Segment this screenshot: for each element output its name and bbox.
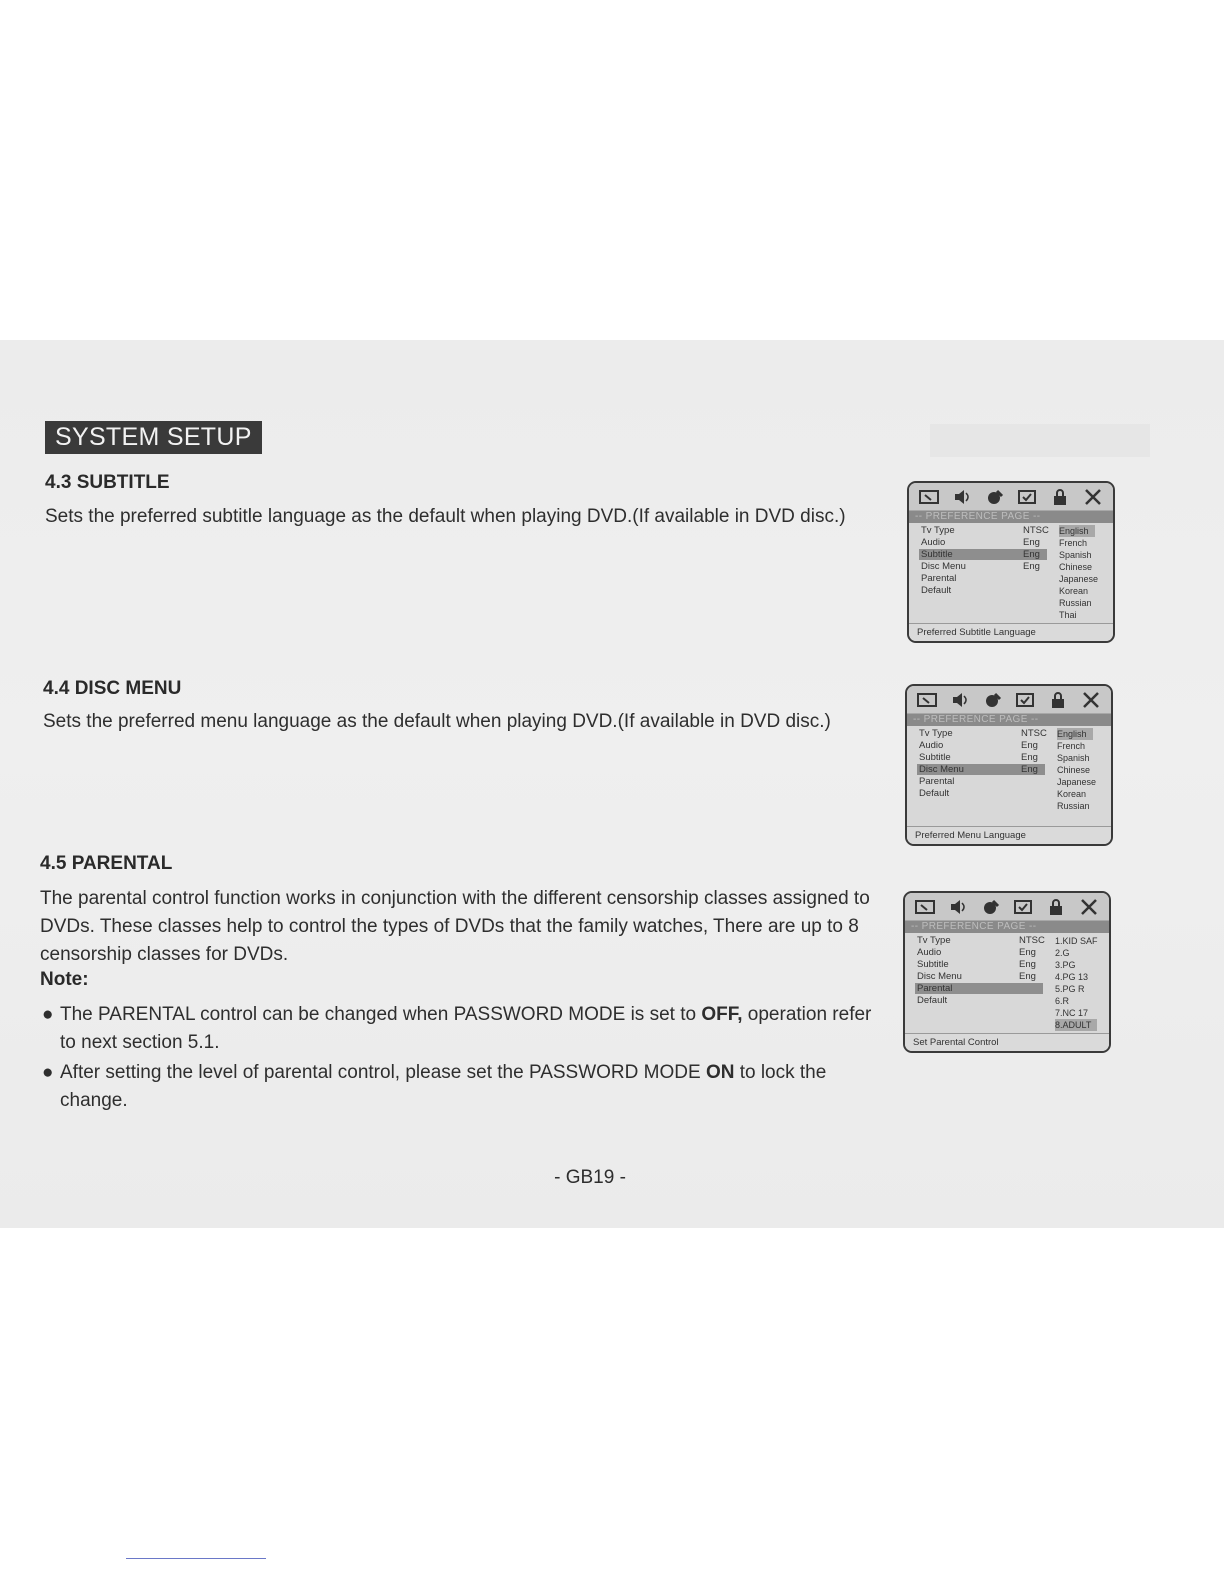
osd-row-label: Audio — [921, 537, 946, 548]
osd-page-title: -- PREFERENCE PAGE -- — [907, 714, 1111, 726]
osd-menu-row — [907, 728, 1047, 740]
osd-menu-row — [905, 959, 1045, 971]
osd-status-line: Preferred Menu Language — [907, 826, 1111, 844]
osd-icon-bar — [905, 893, 1109, 921]
osd-option-item: Korean — [1059, 586, 1089, 596]
osd-menu-row — [909, 561, 1049, 573]
subtitle-section-body: Sets the preferred subtitle language as the default when playing DVD.(If available in DVD disc.) — [45, 506, 846, 527]
osd-row-label: Default — [917, 995, 948, 1006]
osd-page-title: -- PREFERENCE PAGE -- — [909, 511, 1113, 523]
lock-icon — [1050, 489, 1070, 505]
osd-option-item: Japanese — [1059, 574, 1099, 584]
osd-row-label: Tv Type — [919, 728, 953, 739]
osd-option-item: Spanish — [1059, 550, 1092, 560]
note-label: Note: — [40, 969, 89, 990]
osd-row-label: Disc Menu — [917, 971, 962, 982]
osd-option-item: Russian — [1059, 598, 1092, 608]
monitor-icon — [915, 899, 935, 915]
osd-option-item: Russian — [1057, 801, 1090, 811]
lock-icon — [1046, 899, 1066, 915]
osd-row-label: Audio — [917, 947, 942, 958]
bullet-dot-icon: ● — [42, 1004, 54, 1025]
osd-disc-menu-screen — [905, 684, 1113, 846]
lock-icon — [1048, 692, 1068, 708]
monitor-icon — [917, 692, 937, 708]
osd-row-label: Disc Menu — [921, 561, 966, 572]
parental-section-title: 4.5 PARENTAL — [40, 853, 173, 874]
osd-row-value: Eng — [1021, 752, 1038, 763]
osd-icon-bar — [909, 483, 1113, 511]
bullet-dot-icon: ● — [42, 1062, 54, 1083]
osd-option-item: Japanese — [1057, 777, 1097, 787]
osd-menu-row — [909, 585, 1049, 597]
osd-row-label: Tv Type — [917, 935, 951, 946]
osd-row-label: Parental — [917, 983, 953, 994]
osd-option-item: 1.KID SAF — [1055, 936, 1098, 946]
osd-option-item: 3.PG — [1055, 960, 1076, 970]
speaker-icon — [948, 899, 968, 915]
osd-icon-bar — [907, 686, 1111, 714]
osd-row-label: Subtitle — [919, 752, 951, 763]
osd-row-label: Tv Type — [921, 525, 955, 536]
osd-status-line: Set Parental Control — [905, 1033, 1109, 1051]
disc-pen-icon — [985, 489, 1005, 505]
osd-option-item: 6.R — [1055, 996, 1070, 1006]
osd-option-item: 2.G — [1055, 948, 1070, 958]
osd-menu-row — [907, 740, 1047, 752]
osd-option-item: Thai — [1059, 610, 1077, 620]
scan-line-mark — [126, 1558, 266, 1559]
disc-pen-icon — [981, 899, 1001, 915]
osd-row-label: Parental — [919, 776, 955, 787]
osd-menu-row — [905, 983, 1045, 995]
disc-menu-section-body: Sets the preferred menu language as the default when playing DVD.(If available in DVD disc.) — [43, 711, 831, 732]
parental-section-body: The parental control function works in conjunction with the different censorship classes assigned to DVDs. These classes help to control the types of DVDs that the family watches, There are up to 8 censorship classes for DVDs. — [40, 888, 870, 965]
osd-row-value: Eng — [1021, 740, 1038, 751]
osd-menu-row — [909, 537, 1049, 549]
osd-status-line: Preferred Subtitle Language — [909, 623, 1113, 641]
subtitle-section-title: 4.3 SUBTITLE — [45, 472, 170, 493]
close-icon — [1079, 899, 1099, 915]
osd-row-label: Subtitle — [917, 959, 949, 970]
osd-row-value: NTSC — [1021, 728, 1047, 739]
osd-row-label: Disc Menu — [919, 764, 964, 775]
speaker-icon — [950, 692, 970, 708]
osd-option-item: Chinese — [1057, 765, 1091, 775]
osd-option-item: 8.ADULT — [1055, 1019, 1097, 1031]
osd-option-item: 7.NC 17 — [1055, 1008, 1089, 1018]
osd-menu-row — [907, 788, 1047, 800]
osd-row-value: Eng — [1019, 947, 1036, 958]
osd-menu-row — [905, 935, 1045, 947]
osd-menu-row — [909, 549, 1049, 561]
osd-menu-row — [907, 752, 1047, 764]
osd-row-value: Eng — [1023, 561, 1040, 572]
checkbox-icon — [1017, 489, 1037, 505]
osd-menu-row — [907, 776, 1047, 788]
osd-row-value: NTSC — [1019, 935, 1045, 946]
osd-row-value: Eng — [1023, 549, 1040, 560]
checkbox-icon — [1015, 692, 1035, 708]
osd-menu-row — [909, 525, 1049, 537]
close-icon — [1083, 489, 1103, 505]
osd-row-value: NTSC — [1023, 525, 1049, 536]
osd-menu-row — [905, 971, 1045, 983]
osd-row-value: Eng — [1021, 764, 1038, 775]
osd-row-value: Eng — [1019, 971, 1036, 982]
osd-row-value: Eng — [1019, 959, 1036, 970]
osd-page-title: -- PREFERENCE PAGE -- — [905, 921, 1109, 933]
osd-option-item: Korean — [1057, 789, 1087, 799]
close-icon — [1081, 692, 1101, 708]
osd-row-label: Audio — [919, 740, 944, 751]
osd-option-item: Chinese — [1059, 562, 1093, 572]
monitor-icon — [919, 489, 939, 505]
disc-pen-icon — [983, 692, 1003, 708]
section-header-badge: SYSTEM SETUP — [45, 421, 262, 454]
disc-menu-section-title: 4.4 DISC MENU — [43, 678, 182, 699]
osd-option-item: Spanish — [1057, 753, 1090, 763]
osd-subtitle-screen — [907, 481, 1115, 643]
note-bullet-2: ● After setting the level of parental control, please set the PASSWORD MODE ON to lock the change. — [42, 1059, 882, 1115]
osd-row-label: Parental — [921, 573, 957, 584]
checkbox-icon — [1013, 899, 1033, 915]
note-bullet-1: ● The PARENTAL control can be changed when PASSWORD MODE is set to OFF, operation refer to next section 5.1. — [42, 1001, 882, 1057]
osd-option-item: French — [1057, 741, 1086, 751]
speaker-icon — [952, 489, 972, 505]
osd-row-label: Subtitle — [921, 549, 953, 560]
page-number: - GB19 - — [554, 1167, 626, 1188]
osd-menu-row — [905, 995, 1045, 1007]
osd-option-item: 4.PG 13 — [1055, 972, 1089, 982]
osd-option-item: English — [1059, 525, 1095, 537]
osd-option-item: 5.PG R — [1055, 984, 1085, 994]
osd-menu-row — [907, 764, 1047, 776]
bleed-through-mark — [930, 424, 1150, 457]
osd-option-item: French — [1059, 538, 1088, 548]
osd-row-label: Default — [921, 585, 952, 596]
osd-row-label: Default — [919, 788, 950, 799]
osd-parental-screen — [903, 891, 1111, 1053]
osd-menu-row — [909, 573, 1049, 585]
osd-menu-row — [905, 947, 1045, 959]
osd-row-value: Eng — [1023, 537, 1040, 548]
osd-option-item: English — [1057, 728, 1093, 740]
